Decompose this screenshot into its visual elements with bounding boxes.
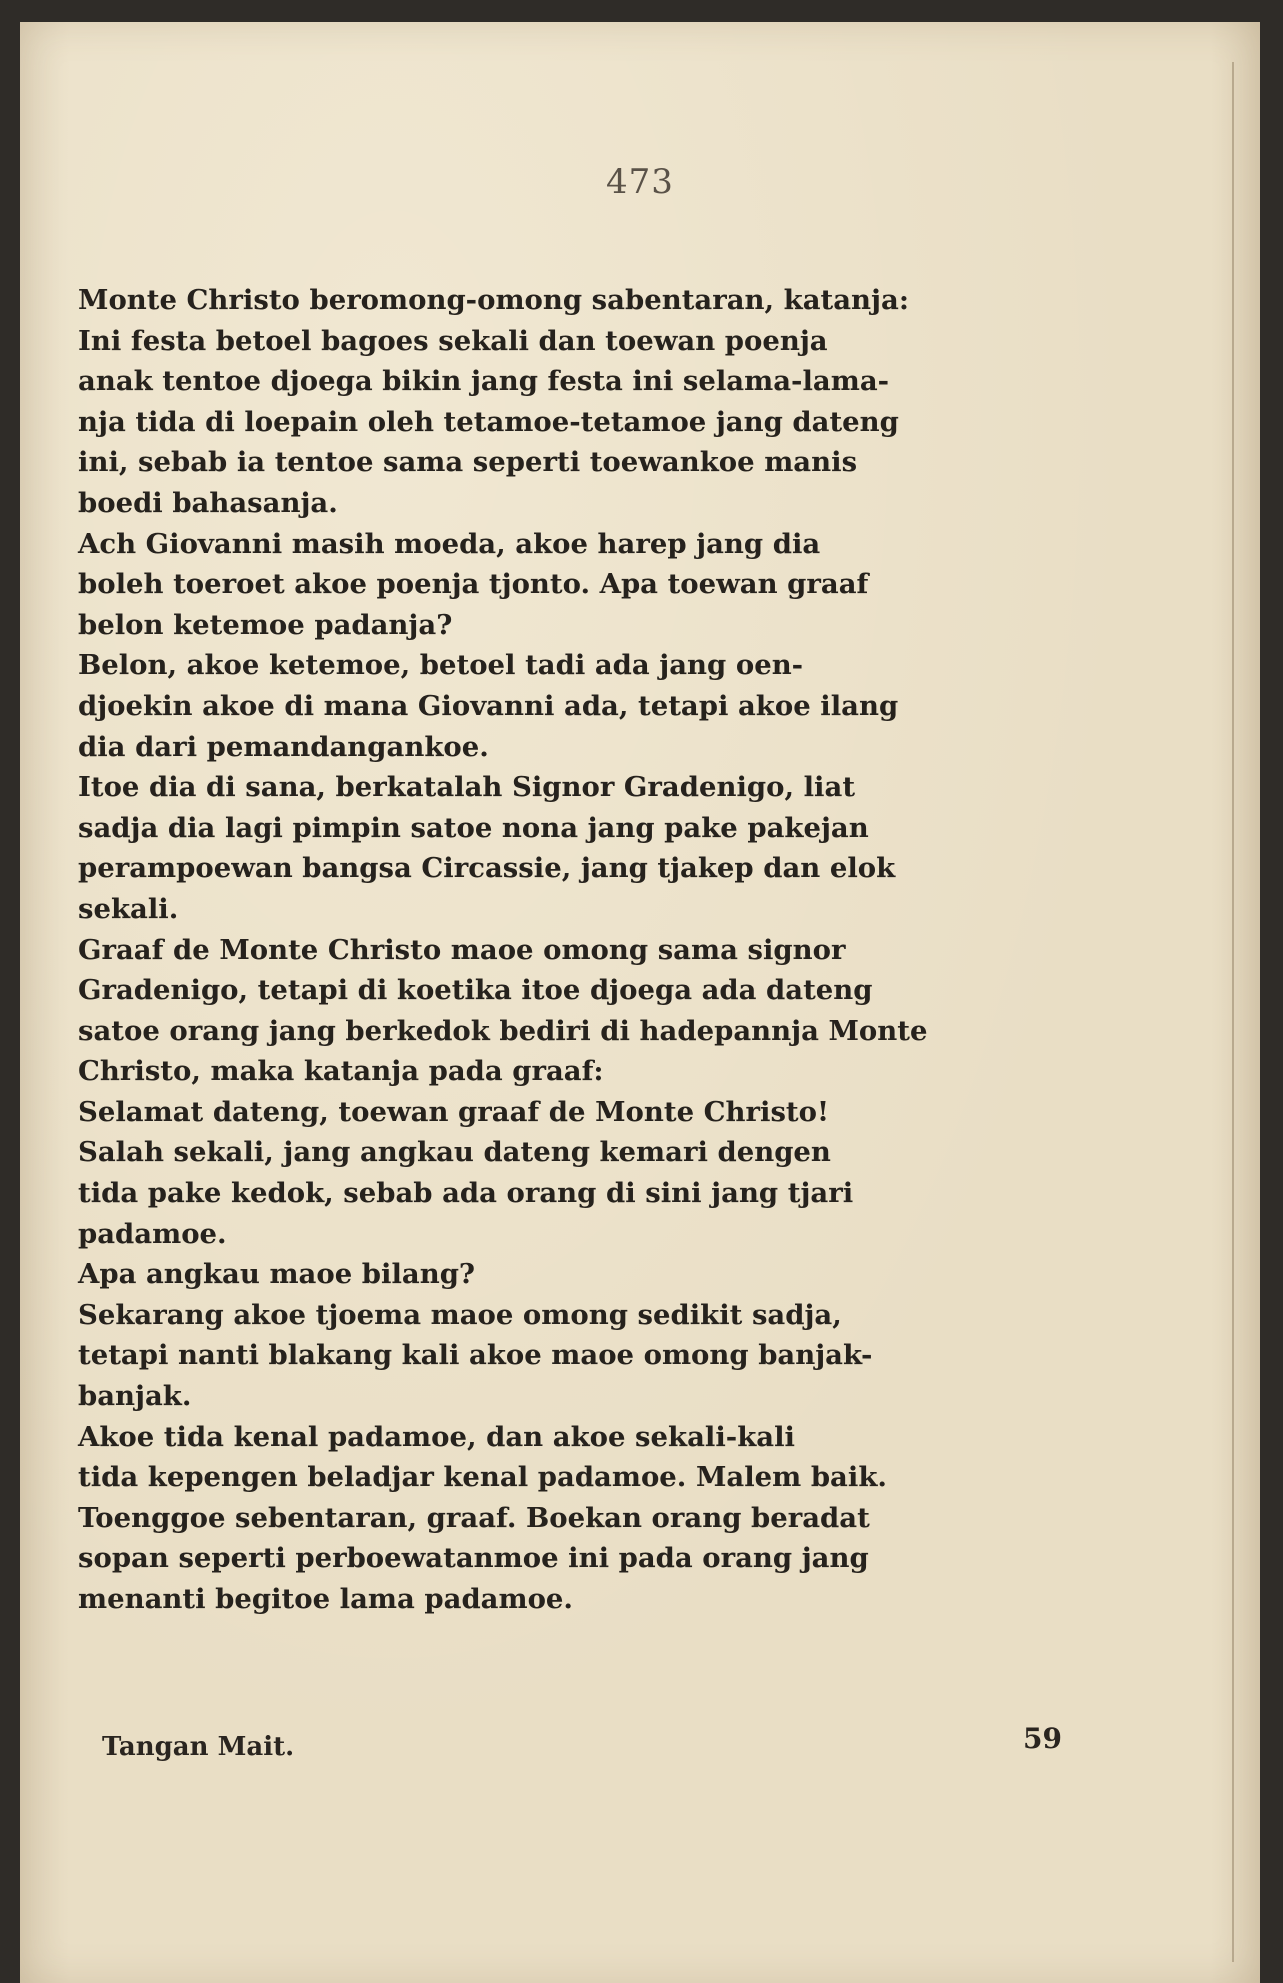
- text-line: nja tida di loepain oleh tetamoe-tetamoe jang dateng: [78, 405, 899, 438]
- text-line: padamoe.: [78, 1217, 227, 1250]
- text-line: Graaf de Monte Christo maoe omong sama signor: [78, 933, 846, 966]
- footer-signature-mark: 59: [1023, 1722, 1062, 1755]
- text-line: Christo, maka katanja pada graaf:: [78, 1055, 604, 1088]
- text-line: sopan seperti perboewatanmoe ini pada orang jang: [78, 1542, 869, 1575]
- page-number: 473: [606, 162, 674, 202]
- text-line: djoekin akoe di mana Giovanni ada, tetapi akoe ilang: [78, 689, 899, 722]
- text-line: boleh toeroet akoe poenja tjonto. Apa toewan graaf: [78, 568, 869, 601]
- footer-book-title: Tangan Mait.: [102, 1732, 295, 1762]
- text-line: dia dari pemandangankoe.: [78, 730, 489, 763]
- text-line: boedi bahasanja.: [78, 486, 338, 519]
- text-line: Ini festa betoel bagoes sekali dan toewan poenja: [78, 324, 828, 357]
- text-line: Toenggoe sebentaran, graaf. Boekan orang beradat: [78, 1501, 870, 1534]
- text-line: Selamat dateng, toewan graaf de Monte Christo!: [78, 1095, 830, 1128]
- text-line: tida kepengen beladjar kenal padamoe. Malem baik.: [78, 1461, 887, 1494]
- body-text: [78, 280, 1078, 1620]
- text-line: menanti begitoe lama padamoe.: [78, 1583, 573, 1615]
- text-line: Gradenigo, tetapi di koetika itoe djoega ada dateng: [78, 974, 873, 1007]
- page-edge-line: [1232, 62, 1234, 1962]
- text-line: ini, sebab ia tentoe sama seperti toewankoe manis: [78, 446, 858, 479]
- text-line: perampoewan bangsa Circassie, jang tjakep dan elok: [78, 852, 896, 885]
- text-line: belon ketemoe padanja?: [78, 608, 453, 641]
- text-line: tetapi nanti blakang kali akoe maoe omong banjak-: [78, 1339, 873, 1372]
- text-line: banjak.: [78, 1380, 192, 1413]
- text-line: Sekarang akoe tjoema maoe omong sedikit sadja,: [78, 1298, 842, 1331]
- text-line: Itoe dia di sana, berkatalah Signor Gradenigo, liat: [78, 771, 856, 804]
- text-line: sekali.: [78, 892, 179, 925]
- text-line: Salah sekali, jang angkau dateng kemari dengen: [78, 1136, 831, 1169]
- text-line: tida pake kedok, sebab ada orang di sini jang tjari: [78, 1177, 854, 1210]
- text-line: Monte Christo beromong-omong sabentaran, katanja:: [78, 284, 909, 316]
- text-line: anak tentoe djoega bikin jang festa ini selama-lama-: [78, 365, 890, 398]
- text-line: Akoe tida kenal padamoe, dan akoe sekali-kali: [78, 1420, 795, 1453]
- text-line: satoe orang jang berkedok bediri di hadepannja Monte: [78, 1014, 928, 1047]
- text-line: sadja dia lagi pimpin satoe nona jang pake pakejan: [78, 811, 869, 844]
- text-line: Apa angkau maoe bilang?: [78, 1258, 476, 1291]
- text-line: Ach Giovanni masih moeda, akoe harep jang dia: [78, 527, 821, 560]
- text-line: Belon, akoe ketemoe, betoel tadi ada jang oen-: [78, 649, 804, 682]
- book-page: [20, 22, 1260, 1983]
